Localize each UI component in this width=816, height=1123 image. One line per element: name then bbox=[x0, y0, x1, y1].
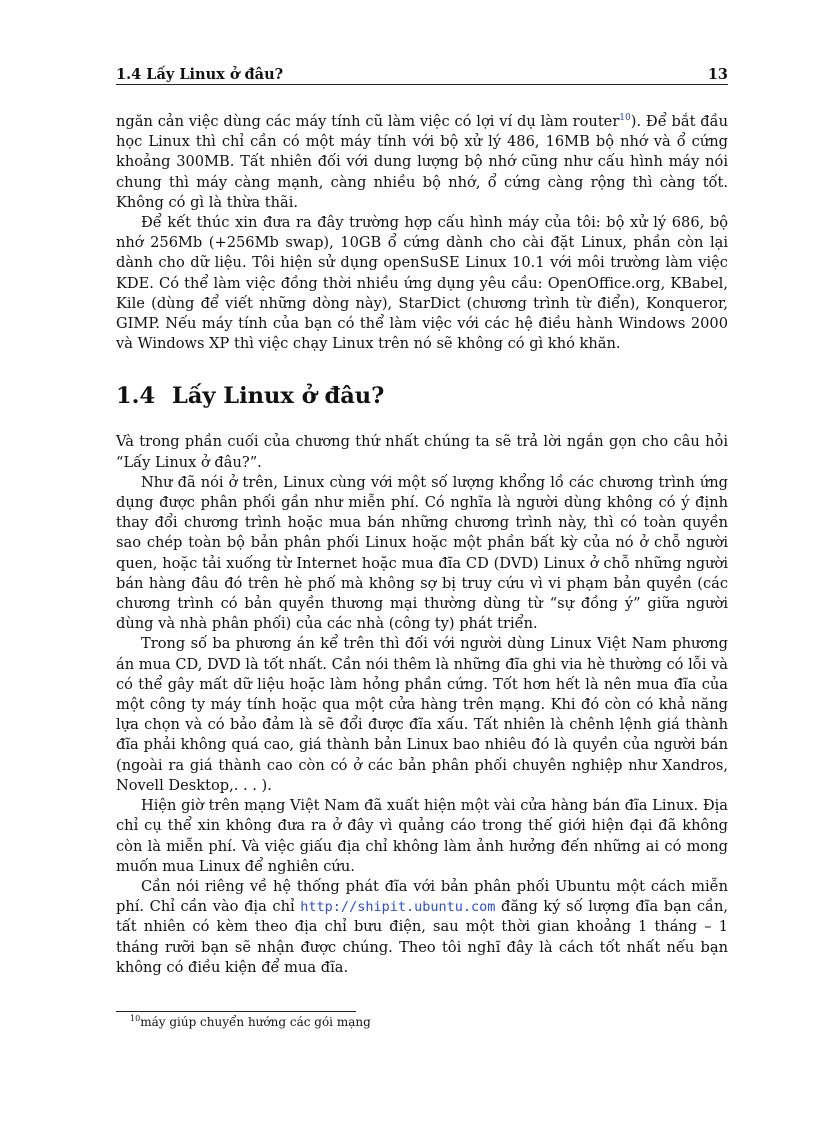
footnote-marker: 10 bbox=[130, 1014, 141, 1023]
paragraph: Trong số ba phương án kể trên thì đối với người dùng Linux Việt Nam phương án mua CD, DVD là tốt nhất. Cần nói thêm là những đĩa ghi via hè thường có lỗi và có thể gây mất dữ liệu hoặc làm hỏng phần cứng. Tốt hơn hết là nên mua đĩa của một công ty máy tính hoặc qua một cửa hàng trên mạng. Khi đó còn có khả năng lựa chọn và có bảo đảm là sẽ đổi được đĩa xấu. Tất nhiên là chênh lệnh giá thành đĩa phải không quá cao, giá thành bản Linux bao nhiêu đó là quyền của người bán (ngoài ra giá thành cao còn có ở các bản phân phối chuyên nghiệp như Xandros, Novell Desktop,. . . ). bbox=[116, 635, 728, 794]
footnote-text: máy giúp chuyển hướng các gói mạng bbox=[140, 1015, 371, 1029]
paragraph: ngăn cản việc dùng các máy tính cũ làm việc có lợi ví dụ làm router$^{10}$). Để bắt đầu học Linux thì chỉ cần có một máy tính với bộ xử lý 486, 16MB bộ nhớ và ổ cứng khoảng 300MB. Tất nhiên đối với dung lượng bộ nhớ cũng như cấu hình máy nói chung thì máy càng mạnh, càng nhiều bộ nhớ, ổ cứng càng rộng thì càng tốt. Không có gì là thừa thãi. bbox=[116, 113, 728, 211]
section-number: 1.4 bbox=[116, 383, 156, 410]
page-number: 13 bbox=[707, 66, 728, 83]
footnote bbox=[130, 1015, 371, 1029]
paragraph: Cần nói riêng về hệ thống phát đĩa với bản phân phối Ubuntu một cách miễn phí. Chỉ cần vào địa chỉ http://shipit.ubuntu.com đăng ký số lượng đĩa bạn cần, tất nhiên có kèm theo địa chỉ bưu điện, sau một thời gian khoảng 1 tháng – 1 tháng rưỡi bạn sẽ nhận được chúng. Theo tôi nghĩ đây là cách tốt nhất nếu bạn không có điều kiện để mua đĩa. bbox=[116, 877, 729, 976]
running-header bbox=[116, 64, 728, 85]
paragraph: Hiện giờ trên mạng Việt Nam đã xuất hiện một vài cửa hàng bán đĩa Linux. Địa chỉ cụ thể xin không đưa ra ở đây vì quảng cáo trong thế giới hiện đại đã không còn là miễn phí. Và việc giấu địa chỉ không làm ảnh hưởng đến những ai có mong muốn mua Linux để nghiên cứu. bbox=[116, 797, 728, 875]
paragraph: Và trong phần cuối của chương thứ nhất chúng ta sẽ trả lời ngắn gọn cho câu hỏi “Lấy Linux ở đâu?”. bbox=[116, 433, 728, 471]
paragraph: Như đã nói ở trên, Linux cùng với một số lượng khổng lồ các chương trình ứng dụng được phân phối gần như miễn phí. Có nghĩa là người dùng không có ý định thay đổi chương trình hoặc mua bán những chương trình này, thì có toàn quyền sao chép toàn bộ bản phân phối Linux hoặc một phần bất kỳ của nó ở chỗ người quen, hoặc tải xuống từ Internet hoặc mua đĩa CD (DVD) Linux ở chỗ những người bán hàng đâu đó trên hè phố mà không sợ bị truy cứu vì vi phạm bản quyền (các chương trình có bản quyền thương mại thường dùng từ “sự đồng ý” giữa người dùng và nhà phân phối) của các nhà (công ty) phát triển. bbox=[116, 473, 728, 633]
footnote-rule bbox=[116, 1011, 356, 1012]
section-title: Lấy Linux ở đâu? bbox=[172, 383, 385, 410]
paragraph: Để kết thúc xin đưa ra đây trường hợp cấu hình máy của tôi: bộ xử lý 686, bộ nhớ 256Mb (+256Mb swap), 10GB ổ cứng dành cho cài đặt Linux, phần còn lại dành cho dữ liệu. Tôi hiện sử dụng openSuSE Linux 10.1 với môi trường làm việc KDE. Có thể làm việc đồng thời nhiều ứng dụng yêu cầu: OpenOffice.org, KBabel, Kile (dùng để viết những dòng này), StarDict (chương trình từ điển), Konqueror, GIMP. Nếu máy tính của bạn có thể làm việc với các hệ điều hành Windows 2000 và Windows XP thì việc chạy Linux trên nó sẽ không có gì khó khăn. bbox=[116, 214, 728, 353]
footnote-ref[interactable]: 10 bbox=[619, 113, 631, 124]
body-text bbox=[116, 112, 728, 978]
section-heading bbox=[116, 382, 728, 410]
ubuntu-shipit-link[interactable]: http://shipit.ubuntu.com bbox=[300, 899, 496, 916]
header-title: 1.4 Lấy Linux ở đâu? bbox=[116, 66, 284, 83]
